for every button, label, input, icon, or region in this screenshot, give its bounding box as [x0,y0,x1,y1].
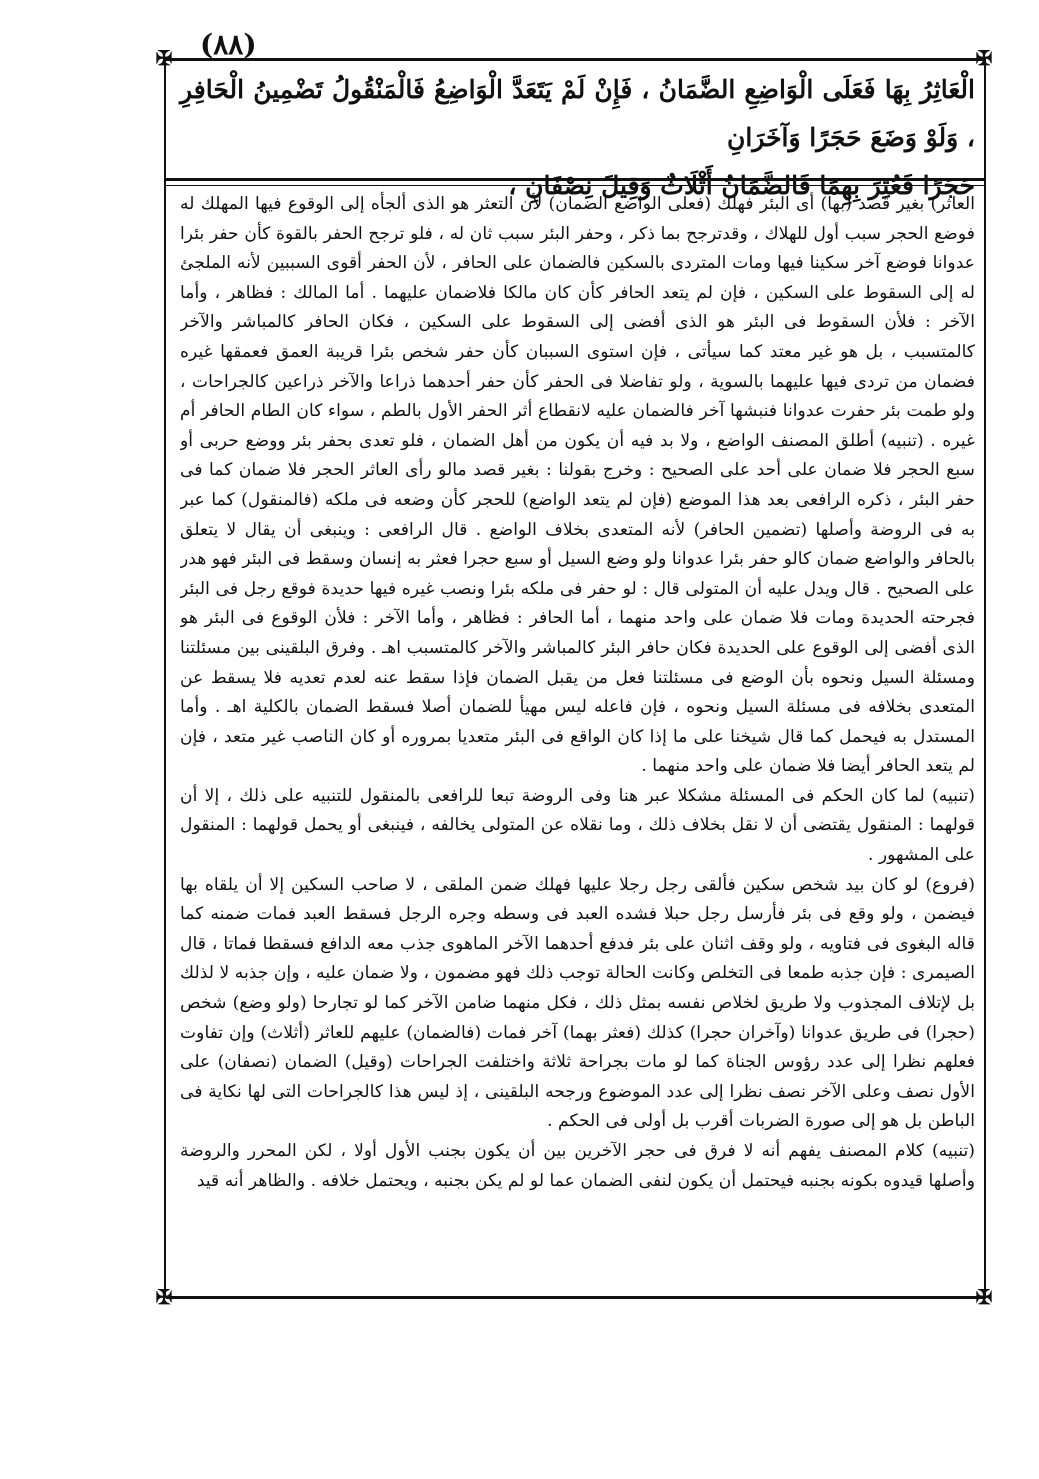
corner-ornament-icon: ✠ [155,46,173,70]
corner-ornament-icon: ✠ [155,1285,173,1309]
frame-right-rule [984,58,986,1298]
commentary-paragraph: (تنبيه) كلام المصنف يفهم أنه لا فرق فى حجر الآخرين بين أن يكون بجنب الأول أولا ، لكن المحرر والروضة وأصلها قيدوه بكونه بجنبه فيحتمل أن يكون لنفى الضمان عما لو لم يكن بجنبه ، ويحتمل خلافه . والظاهر أنه قيد [180,1141,975,1191]
commentary-text [180,190,975,1288]
main-text [180,66,975,210]
main-text-line: حَجَرًا فَعُثِرَ بِهِمَا فَالضَّمَانُ أَثْلَاثٌ وَقِيلَ نِصْفَانِ ، [508,171,975,200]
commentary-paragraph: (فروع) لو كان بيد شخص سكين فألقى رجل رجلا عليها فهلك ضمن الملقى ، لا صاحب السكين إلا أن يلقاه بها فيضمن ، ولو وقع فى بئر فأرسل رجل حبلا فشده العبد فى وسطه وجره الرجل فسقط العبد فمات ضمنه كما قاله البغوى فى فتاويه ، ولو وقف اثنان على بئر فدفع أحدهما الآخر الماهوى جذب معه الدافع فسقطا فماتا ، قال الصيمرى : فإن جذبه طمعا فى التخلص وكانت الحالة توجب ذلك فهو مضمون ، ولا ضمان عليه ، وإن جذبه لا لذلك بل لإتلاف المجذوب ولا طريق لخلاص نفسه بمثل ذلك ، فكل منهما ضامن الآخر كما لو تجارحا (ولو وضع) شخص (حجرا) فى طريق عدوانا (وآخران حجرا) كذلك (فعثر بهما) آخر فمات (فالضمان) عليهم للعاثر (أثلاث) وإن تفاوت فعلهم نظرا إلى عدد رؤوس الجناة كما لو مات بجراحة ثلاثة واختلفت الجراحات (وقيل) الضمان (نصفان) على الأول نصف وعلى الآخر نصف نظرا إلى عدد الموضوع ورجحه البلقينى ، إذ ليس هذا كالجراحات التى لها نكاية فى الباطن بل هو إلى صورة الضربات أقرب بل أولى فى الحكم . [180,874,975,1132]
main-text-line: الْعَاثِرُ بِهَا فَعَلَى الْوَاضِعِ الضَّمَانُ ، فَإِنْ لَمْ يَتَعَدَّ الْوَاضِعُ فَالْمَنْقُولُ تَضْمِينُ الْحَافِرِ ، وَلَوْ وَضَعَ حَجَرًا وَآخَرَانِ [180,75,975,152]
page-number: (٨٨) [200,28,257,61]
frame-top-rule [166,58,986,61]
commentary-paragraph: العاثر) بغير قصد (بها) أى البئر فهلك (فعلى الواضع الضمان) لأن التعثر هو الذى ألجأه إلى الوقوع فيها المهلك له فوضع الحجر سبب أول للهلاك ، وقدترجح بما ذكر ، وحفر البئر سبب ثان له ، فلو ترجح الحفر بالقوة كأن حفر بئرا عدوانا فوضع آخر سكينا فيها ومات المتردى بالسكين فالضمان على الحافر ، لأن الحفر أقوى السببين لأنه الملجئ له إلى السقوط على السكين ، فإن لم يتعد الحافر كأن كان مالكا فلاضمان عليهما . أما المالك : فظاهر ، وأما الآخر : فلأن السقوط فى البئر هو الذى أفضى إلى السقوط على السكين ، فكان الحافر كالمباشر والآخر كالمتسبب ، بل هو غير معتد كما سيأتى ، فإن استوى السببان كأن حفر شخص بئرا قريبة العمق فعمقها غيره فضمان من تردى فيها عليهما بالسوية ، ولو تفاضلا فى الحفر كأن حفر أحدهما ذراعا والآخر ذراعين كالجراحات ، ولو طمت بئر حفرت عدوانا فنبشها آخر فالضمان عليه لانقطاع أثر الحفر الأول بالطم ، سواء كان الطام الحافر أم غيره . (تنبيه) أطلق المصنف الواضع ، ولا بد فيه أن يكون من أهل الضمان ، فلو تعدى بحفر بئر ووضع حربى أو سبع الحجر فلا ضمان على أحد على الصحيح : وخرج بقولنا : بغير قصد مالو رأى العاثر الحجر فلا ضمان كما فى حفر البئر ، ذكره الرافعى بعد هذا الموضع (فإن لم يتعد الواضع) للحجر كأن وضعه فى ملكه (فالمنقول) كما عبر به فى الروضة وأصلها (تضمين الحافر) لأنه المتعدى بخلاف الواضع . قال الرافعى : وينبغى أن يقال لا يتعلق بالحافر والواضع ضمان كالو حفر بئرا عدوانا ولو وضع السيل أو سبع حجرا فعثر به إنسان وسقط فى البئر فهو هدر على الصحيح . قال ويدل عليه أن المتولى قال : لو حفر فى ملكه بئرا ونصب غيره فيها حديدة فوقع رجل فى البئر فجرحته الحديدة ومات فلا ضمان على واحد منهما ، أما الحافر : فظاهر ، وأما الآخر : فلأن الوقوع فى البئر هو الذى أفضى إلى الوقوع على الحديدة فكان حافر البئر كالمباشر والآخر كالمتسبب اهـ . وفرق البلقينى بين مسئلتنا ومسئلة السيل ونحوه بأن الوضع فى مسئلتنا فعل من يقبل الضمان فإذا سقط عنه لعدم تعديه فلا يسقط عن المتعدى بخلافه فى مسئلة السيل ونحوه ، فإن فاعله ليس مهيأ للضمان أصلا فسقط الضمان بالكلية اهـ . وأما المستدل به فيحمل كما قال شيخنا على ما إذا كان الواقع فى البئر متعديا بمروره أو كان الناصب غير متعد ، فإن لم يتعد الحافر أيضا فلا ضمان على واحد منهما . [180,194,975,777]
corner-ornament-icon: ✠ [975,1285,993,1309]
frame-bottom-rule [166,1296,986,1299]
corner-ornament-icon: ✠ [975,46,993,70]
frame-left-rule [164,58,166,1298]
commentary-paragraph: (تنبيه) لما كان الحكم فى المسئلة مشكلا عبر هنا وفى الروضة تبعا للرافعى بالمنقول للتنبيه على ذلك ، إلا أن قولهما : المنقول يقتضى أن لا نقل بخلاف ذلك ، وما نقلاه عن المتولى يخالفه ، فينبغى أو يحمل قولهما : المنقول على المشهور . [180,785,975,866]
